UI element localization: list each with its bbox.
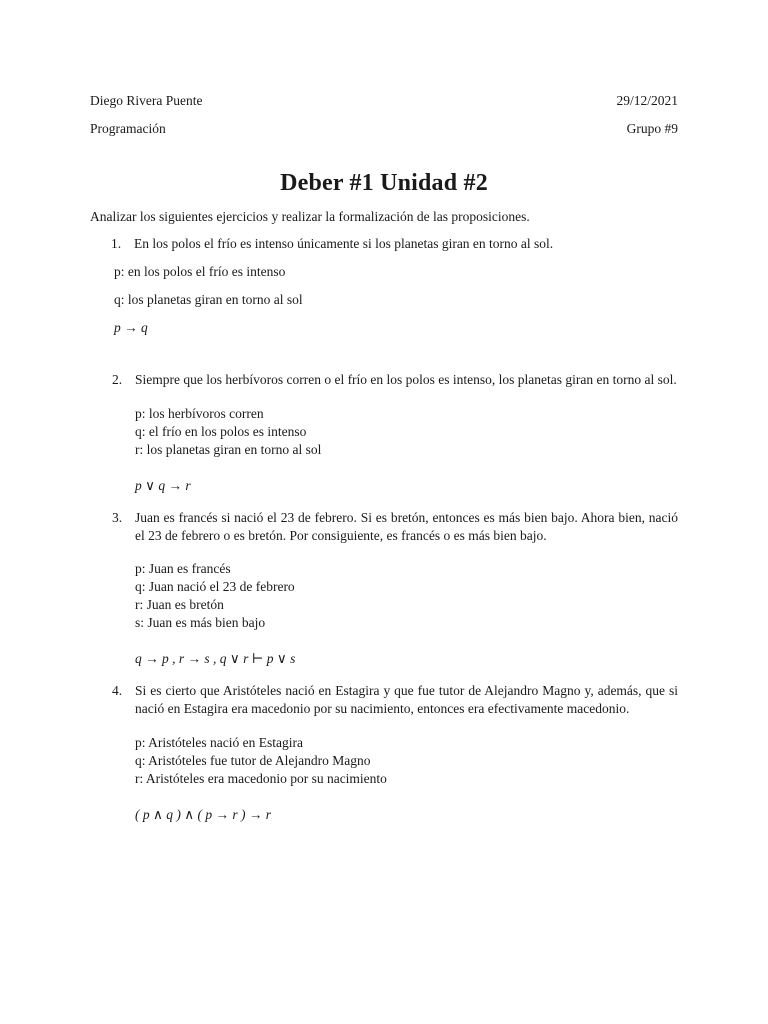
proposition-r: r: los planetas giran en torno al sol <box>135 441 322 457</box>
proposition-p: p: en los polos el frío es intenso <box>114 264 286 280</box>
proposition-r: r: Juan es bretón <box>135 597 224 613</box>
exercise-2 <box>90 371 678 389</box>
exercise-statement: Juan es francés si nació el 23 de febrero. Si es bretón, entonces es más bien bajo. Ahora bien, nació el 23 de febrero o es bretón. Por consiguiente, es francés o es más bien bajo. <box>135 509 678 543</box>
exercise-statement: En los polos el frío es intenso únicamente si los planetas giran en torno al sol. <box>134 236 554 252</box>
proposition-q: q: Juan nació el 23 de febrero <box>135 579 295 595</box>
exercise-3 <box>90 509 678 545</box>
document-date: 29/12/2021 <box>616 93 678 108</box>
document-title: Deber #1 Unidad #2 <box>280 170 488 196</box>
formula: q → p , r → s , q ∨ r ⊢ p ∨ s <box>135 651 296 667</box>
author-name: Diego Rivera Puente <box>90 93 203 108</box>
exercise-1-props <box>90 263 678 337</box>
group-label: Grupo #9 <box>626 121 678 136</box>
proposition-q: q: los planetas giran en torno al sol <box>114 292 303 308</box>
exercise-4-props <box>90 734 678 824</box>
exercise-number: 4. <box>112 683 123 699</box>
formula: p ∨ q → r <box>135 477 191 493</box>
exercise-number: 1. <box>111 236 122 252</box>
formula: p → q <box>114 320 148 336</box>
proposition-p: p: Juan es francés <box>135 561 231 577</box>
proposition-q: q: Aristóteles fue tutor de Alejandro Magno <box>135 752 371 768</box>
proposition-p: p: los herbívoros corren <box>135 405 264 421</box>
exercise-2-props <box>90 405 678 495</box>
exercise-number: 3. <box>112 509 123 525</box>
header-row-1 <box>90 92 678 120</box>
header-row-2 <box>90 120 678 148</box>
exercise-1 <box>89 235 678 253</box>
document-page <box>90 92 678 824</box>
exercise-statement: Si es cierto que Aristóteles nació en Estagira y que fue tutor de Alejandro Magno y, además, que si nació en Estagira era macedonio por su nacimiento, entonces era efectivamente macedonio. <box>135 683 678 716</box>
exercise-statement: Siempre que los herbívoros corren o el frío en los polos es intenso, los planetas giran en torno al sol. <box>135 372 677 388</box>
proposition-q: q: el frío en los polos es intenso <box>135 423 307 439</box>
exercise-4 <box>90 682 678 718</box>
proposition-r: r: Aristóteles era macedonio por su nacimiento <box>135 770 387 786</box>
proposition-s: s: Juan es más bien bajo <box>135 615 266 631</box>
exercise-3-props <box>90 560 678 668</box>
exercise-number: 2. <box>112 372 123 388</box>
subject-name: Programación <box>90 121 166 136</box>
formula: ( p ∧ q ) ∧ ( p → r ) → r <box>135 806 272 822</box>
intro-text: Analizar los siguientes ejercicios y realizar la formalización de las proposiciones. <box>90 208 530 224</box>
proposition-p: p: Aristóteles nació en Estagira <box>135 734 303 750</box>
